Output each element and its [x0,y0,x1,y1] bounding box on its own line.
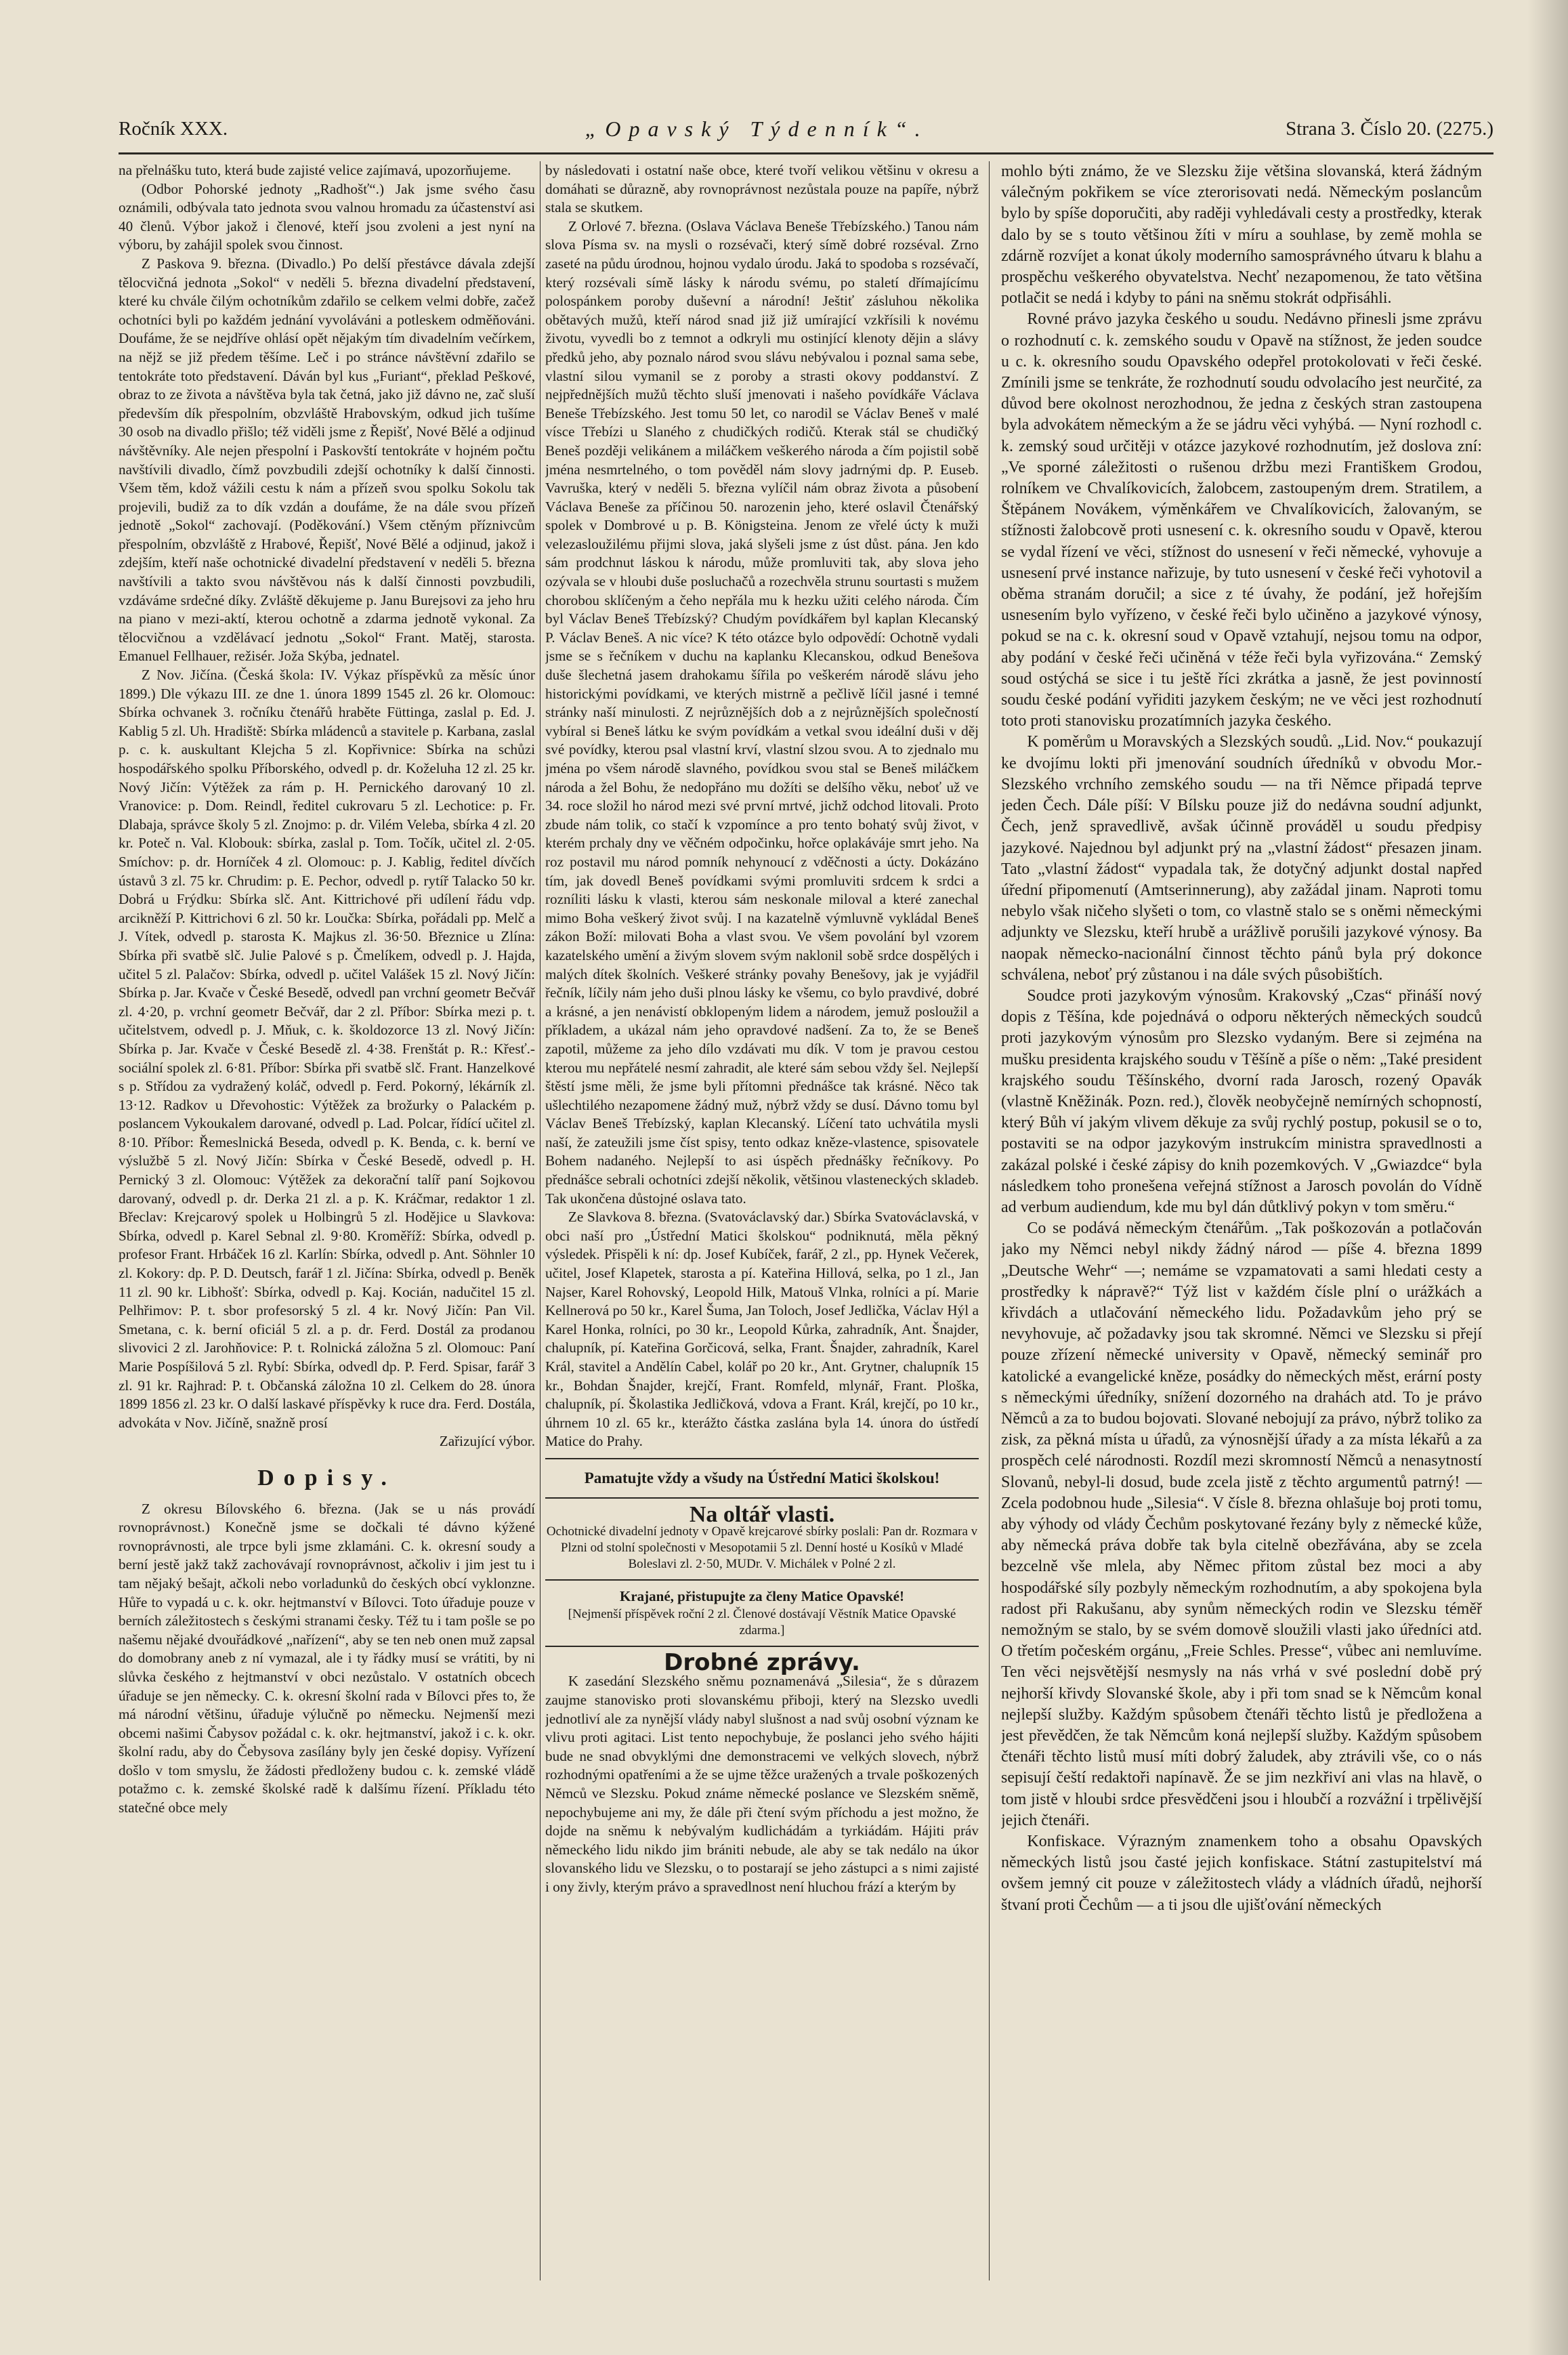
rule [545,1458,979,1459]
paragraph: Rovné právo jazyka českého u soudu. Nedávno přinesli jsme zprávu o rozhodnutí c. k. zemského soudu v Opavě na stížnost, že jeden soudce u c. k. okresního soudu Opavského odepřel protokolovati v řeči české. Zmínili jsme se tenkráte, že rozhodnutí soudu odvolacího jest neurčité, za důvod bere okolnost nerozhodnou, že jedna z českých stran zastoupena byla advokátem německým a že se jádru věci vyhýbá. — Nyní rozhodl c. k. zemský soud určitěji v otázce jazykové rozhodnutím, jež doslova zní: „Ve sporné záležitosti o rušenou držbu mezi Františkem Grodou, rolníkem ve Chvalíkovicích, žalobcem, zastoupeným drem. Stratilem, a Štěpánem Novákem, výměnkářem ve Chvalíkovicích, žalovaným, se stížnosti žalobcově proti usnesení c. k. okresního soudu v Opavě, kterou se vydal řízení ve věci, stížnost do usnesení v řeči německé, vyhovuje a usnesení prvé instance nařizuje, by tuto usnesení v české řeči vyhotovil a oběma stranám doručil; a sice z té úvahy, že podání, jež hořejším usnesením bylo vyřízeno, v české řeči bylo učiněno a jazykové výnosy, pokud se na c. k. okresní soud v Opavě vztahují, nejsou tomu na odpor, aby podání v české řeči učiněná v téže řeči byla vyřizována.“ Zemský soud ostýchá se sice i tu ještě říci zkrátka a jasně, že jest povinností soudu české podání vyřiditi jazykem českým; ne ve věci jest rozhodnutí toto proti stanovisku prozatímních jazyka českého. [1001,310,1482,730]
paragraph: K poměrům u Moravských a Slezských soudů. „Lid. Nov.“ poukazují ke dvojímu lokti při jmenování soudních úředníků v obvodu Mor.-Slezského vrchního zemského soudu — na tři Němce připadá teprve jeden Čech. Dále píší: V Bílsku pouze již do nedávna soudní adjunkt, Čech, jenž spravedlivě, avšak účinně prováděl u soudu předpisy jazykové. Najednou byl adjunkt prý na „vlastní žádost“ přesazen jinam. Tato „vlastní žádost“ vypadala tak, že dotyčný adjunkt dostal napřed úřední připomenutí (Amtserinnerung), aby zažádal jinam. Naproti tomu nebylo však ničeho slyšeti o tom, co vlastně stalo se s oněmi německými adjunkty ve Slezsku, kteří hrubě a urážlivě porušili jazykové výnosy. Ba naopak německo-nacionální činnost těchto pánů byla prý dokonce schválena, neboť prý zůstanou i na dále svých působištích. [1001,733,1482,984]
rule [545,1579,979,1581]
rule [545,1497,979,1499]
na-oltar-vlasti-heading: Na oltář vlasti. [689,1501,835,1527]
paragraph: (Odbor Pohorské jednoty „Radhošť“.) Jak jsme svého času oznámili, odbývala tato jednota svou valnou hromadu za účastenství asi 40 členů. Výbor jakož i členové, kteří jsou zvoleni a jest nyní na výboru, by zahájil spolek svou činnost. [119,180,535,253]
paragraph: Konfiskace. Výrazným znamenkem toho a obsahu Opavských německých listů jsou časté jejich konfiskace. Státní zastupitelství má ovšem jemný cit pouze v záležitostech vlády a vládních úřadů, nejhorší štvaní proti Čechům — a ti jsou dle ujišťování německých [1001,1833,1482,1914]
column-3 [1001,161,1482,2280]
paragraph: mohlo býti známo, že ve Slezsku žije většina slovanská, která žádným válečným pokřikem se více zterorisovati nedá. Německým poslancům bylo by spíše doporučiti, aby raději vyhledávali cesty a prostředky, kterak dalo by se s touto většinou žíti v míru a souhlase, by země mohla se zdárně rozvíjet a konat úkoly moderního samosprávného útvaru k blahu a prospěchu veškerého obyvatelstva. Nechť nezapomenou, že tato většina potlačit se nedá i kdyby to páni na sněmu stokrát odpřisáhli. [1001,163,1482,308]
paragraph: by následovati i ostatní naše obce, které tvoří velikou většinu v okresu a domáhati se důrazně, aby rovnoprávnost nezůstala pouze na papíře, nýbrž stala se skutkem. [545,162,979,216]
column-divider-2 [989,161,990,2280]
newspaper-title: „Opavský Týdenník“. [585,116,929,141]
paragraph: na přelnášku tuto, která bude zajisté velice zajímavá, upozorňujeme. [119,162,511,178]
column-divider-1 [540,161,541,2280]
rule [545,1646,979,1647]
page-edge-shadow [1527,0,1568,2355]
matice-opavska-note: [Nejmenší příspěvek roční 2 zl. Členové dostávají Věstník Matice Opavské zdarma.] [568,1606,956,1638]
page-header [119,108,1493,149]
column-1 [119,161,535,2280]
paragraph: Z Paskova 9. března. (Divadlo.) Po delší přestávce dávala zdejší tělocvičná jednota „Sokol“ v neděli 5. března divadelní představení, které ku chvále čilým ochotníkům zdařilo se celkem velmi dobře, začež ochotníci byli po každém jednání vyvoláváni a potleskem odměňováni. Doufáme, že se nejdříve ohlásí opět nějakým tím divadelním večírkem, na nějž se již předem těšíme. Leč i po stránce návštěvní zdařilo se tentokráte toto představení. Dáván byl kus „Furiant“, překlad Peškové, obraz to ze života a návštěva byla tak četná, jako již dávno ne, zač sluší především dík přespolním, obzvláště Hrabovským, odkud jich tušíme 30 osob na divadlo přišlo; též viděli jsme z Řepišť, Nové Bělé a odjinud návštěvníky. Ale nejen přespolní i Paskovští tentokráte v hojném počtu navštívili divadlo, čímž povzbudili zdejší ochotníky k další činnosti. Všem těm, kdož vážili cestu k nám a přízeň svou spolku Sokolu tak projevili, budiž za to dík vzdán a doufáme, že na dále svou přízeň jednotě „Sokol“ zachovají. (Poděkování.) Všem ctěným příznivcům přespolním, obzvláště z Hrabové, Řepišť, Nové Bělé a odjinud, jakož i zdejším, kteří naše ochotnické divadelní představení v neděli 5. března navštívili a takto svou návštěvou nás k další činnosti povzbudili, vzdáváme srdečné díky. Zvláště děkujeme p. Janu Burejsovi za jeho hru na piano v mezi-aktí, kterou ochotně a zdarma jednotě vykonal. Za tělocvičnou a vzdělávací jednotu „Sokol“ Frant. Matěj, starosta. Emanuel Fellhauer, režisér. Joža Skýba, jednatel. [119,255,535,665]
section-title-dopisy: Dopisy. [257,1465,396,1491]
header-rule [119,152,1493,154]
matice-opavska-banner: Krajané, přistupujte za členy Matice Opavské! [620,1588,904,1605]
signature: Zařizující výbor. [439,1433,535,1450]
paragraph: Z Orlové 7. března. (Oslava Václava Beneše Třebízského.) Tanou nám slova Písma sv. na mysli o rozsévači, který símě dobré rozséval. Zrno zaseté na půdu úrodnou, hojnou vydalo úrodu. Jaká to spodoba s rozsévačí, který rozsévali símě lásky k národu svému, po staletí dřímajícímu polospánkem poroby duševní a národní! Ještiť zásluhou několika obětavých mužů, kteří národ snad již již umírající vzkřísili k novému životu, vyvedli bo z temnot a odkryli mu ostinjící klenoty dějin a slávy předků jeho, aby poznalo národ svou slávu nebývalou i poznal sama sebe, vlastní silou vymanil se z poroby a strasti okovy poddanství. Z nejpřednějších mužů těchto sluší jmenovati i našeho povídkáře Václava Beneše Třebízského. Jest tomu 50 let, co narodil se Václav Beneš v malé vísce Třebízi u Slaného z chudičkých rodičů. Kterak stál se chudičký Beneš později velikánem a miláčkem veškerého národa a čím pojistil sobě jména nesmrtelného, o tom pověděl nám slovy jadrnými dp. P. Euseb. Vavruška, který v neděli 5. března vylíčil nám obraz života a působení Václava Beneše za příčinou 50. narozenin jeho, které oslavil Čtenářský spolek v Dombrové u p. B. Königsteina. Jenom ze vřelé úcty k muži velezasloužilému přijmi slova, jaká slyšeli jsme z úst důst. pána. Jen kdo sám prodchnut láskou k národu, může promluviti tak, aby slova jeho ozývala se v hloubi duše posluchačů a rozechvěla strunu sourtasti s mužem chorobou sklíčeným a čeho nepřála mu k hezku užiti celého národa. Čím byl Václav Beneš Třebízský? Chudým povídkářem byl kaplan Klecanský P. Václav Beneš. A nic více? K této otázce bylo odpovědí: Ochotně vydali jsme se s řečníkem v duchu na kaplanku Klecanskou, odkud Benešova duše šlechetná jasem drahokamu šířila po veškerém národě slávu jeho historickými povídkami, ve kterých mistrně a pečlivě líčil jasné i temné stránky naší minulosti. Z nejrůznějších dob a z nejrůznějších společností vybíral si Beneš látku ke svým povídkám a vetkal svou ideální duši v děj své povídky, kterou psal vlastní krví, vlastní slzou svou. A to zjednalo mu jména po všem národě slavného, povídkou svou stal se Beneš miláčkem národa a žel Bohu, že nedopřáno mu dožíti se delšího věku, neboť už ve 34. roce složil ho národ mezi své první mrtvé, jichž odchod litovali. Proto zbude nám tolik, co stačí k vzpomínce a pro tento bohatý svůj život, v kterém prchaly dny ve věčném odpočinku, hořce oplakáváje smrt jeho. Na roz postavil mu národ pomník nehynoucí z vděčnosti a úcty. Dokázáno tím, jak dovedl Beneš povídkami svými promluviti srdcem k srdci a rozníliti lásku k vlasti, kterou sám neskonale miloval a které zanechal mimo Boha veškerý život svůj. I na kazatelně výmluvně vykládal Beneš zákon Boží: milovati Boha a vlast svou. Ve všem povolání byl vzorem kazatelského umění a živým slovem svým naklonil sobě srdce dospělých i malých dítek školních. Veškeré stránky povahy Benešovy, jak je vyjádřil řečník, líčily nám jeho duši plnou lásky ke všemu, co bylo pravdivé, dobré a krásné, a jen nenávistí obklopeným lidem a národem, jemuž posloužil a příkladem, a ukázal nám jeho opravdové nadšení. Za to, že se Beneš zapotil, můžeme za jeho dílo vzdávati mu dík. V tom je pravou cestou kterou mu nepřátelé nesmí zahradit, ale které sám sebou vždy šel. Nejlepší štěstí jsme měli, že jsme byli přítomni přednášce tak krásné. Něco tak ušlechtilého nezapomene žádný muž, nýbrž vždy se dusí. Dávno tomu byl Václav Beneš Třebízský, kaplan Klecanský. Líčení tato uchvátila mysli naší, že zateužili jsme číst spisy, tento odkaz kněze-vlastence, spisovatele Bohem nadaného. Nejlepší to asi úspěch přednášky řečníkovy. Po přednášce sebrali ochotníci zdejší několik, většinou vlasteneckých skladeb. Tak ukončena důstojné oslava tato. [545,217,979,1207]
volume-label: Ročník XXX. [119,117,228,140]
paragraph: Soudce proti jazykovým výnosům. Krakovský „Czas“ přináší nový dopis z Těšína, kde pojednává o odporu některých německých soudců proti jazykovým výnosům pro Slezsko vydaným. Bere si zejména na mušku presidenta krajského soudu v Těšíně a píše o něm: „Také president krajského soudu Těšínského, dvorní rada Jarosch, rozený Opavák (vlastně Kněžinák. Pozn. red.), člověk neobyčejně nemírných schopností, který Bůh ví jakým vlivem děkuje za svůj rychlý postup, pokusil se o to, postaviti se na odpor jazykovým instrukcím ministra spravedlnosti a zakázal polské i české zápisy do knih pozemkových. V „Gwiazdce“ byla následkem toho pronešena veřejná stížnost a Jarosch povolán do Vídně ad verbum audiendum, kde mu byl dán důtklivý pokyn v tom směru.“ [1001,986,1482,1216]
drobne-zpravy-heading: Drobné zprávy. [664,1648,860,1676]
paragraph: K zasedání Slezského sněmu poznamenává „Silesia“, že s důrazem zaujme stanovisko proti slovanskému přiboji, který na Slezsko uvedli jednotliví ale za nynější vlády nabyl slušnost a nad svůj osobní význam ke vlivu proti agitaci. List tento nepochybuje, že poslanci jeho svého hájiti bude ne snad obvyklými dne demonstracemi ve velkých slovech, nýbrž rozhodnými opatřeními a že se ujme těžce uražených a trvale poškozených Němců ve Slezsku. Pokud známe německé poslance ve Slezském sněmě, nepochybujeme ani my, že dále při čtení svým příchodu a jest možno, že dojde na sněmu k nebývalým kudlichádám a tyrkiádám. Hájiti práv německého lidu nikdo jim brániti nebude, ale aby se tak nedálo na úkor slovanského lidu ve Slezsku, o to postarají se jeho zástupci a s nimi zajisté i ony živly, kterým právo a spravedlnost není hluchou frází a kterým by [545,1673,979,1895]
matice-banner: Pamatujte vždy a všudy na Ústřední Matici školskou! [584,1469,940,1486]
paragraph: Ze Slavkova 8. března. (Svatováclavský dar.) Sbírka Svatováclavská, v obci naší pro „Ústřední Matici školskou“ podniknutá, měla pěkný výsledek. Přispěli k ní: dp. Josef Kubíček, farář, 2 zl., pp. Hynek Večerek, učitel, Josef Klapetek, starosta a pí. Kateřina Hillová, selka, po 1 zl., Jan Najser, Karel Rohovský, Leopold Hilk, Matouš Vlnka, rolníci a pí. Marie Kellnerová po 50 kr., Karel Šuma, Jan Toloch, Josef Jedlička, Václav Hýl a Karel Honka, rolníci, po 30 kr., Leopold Kůrka, zahradník, Ant. Šnajder, chalupník, pí. Kateřina Gorčicová, selka, Frant. Šnajder, zahradník, Karel Král, stavitel a Andělín Cabel, kolář po 20 kr., Ant. Grytner, chalupník 15 kr., Bohdan Šnajder, krejčí, Frant. Romfeld, mlynář, Frant. Ploška, chalupník, pí. Školastika Jedličková, vdova a Frant. Král, krejčí, po 10 kr., úhrnem 10 zl. 65 kr., kterážto částka zaslána byla 14. února do ústředí Matice do Prahy. [545,1209,979,1450]
paragraph: Z Nov. Jičína. (Česká škola: IV. Výkaz příspěvků za měsíc únor 1899.) Dle výkazu III. ze dne 1. února 1899 1545 zl. 26 kr. Olomouc: Sbírka ochvanek 3. ročníku čtenářů hraběte Füttinga, zaslal p. Ed. J. Kablig 5 zl. Uh. Hradiště: Sbírka mládenců a stavitele p. Karbana, zaslal p. c. k. auskultant Klejcha 5 zl. Kopřivnice: Sbírka na schůzi hospodářského spolku Příborského, odvedl p. dr. Koželuha 12 zl. 25 kr. Nový Jičín: Výtěžek za rám p. H. Pernického darovaný 10 zl. Vranovice: p. Dom. Reindl, ředitel cukrovaru 5 zl. Lechotice: p. Fr. Dlabaja, správce školy 5 zl. Znojmo: p. dr. Vilém Veleba, sbírka 4 zl. 20 kr. Poteč n. Val. Klobouk: sbírka, zaslal p. Tom. Točík, učitel zl. 2·05. Smíchov: p. dr. Horníček 4 zl. Olomouc: p. J. Kablig, ředitel dívčích ústavů 3 zl. 75 kr. Chrudim: p. E. Pechor, odvedl p. rytíř Talacko 50 kr. Dobrá u Frýdku: Sbírka slč. Ant. Kittrichové při udílení řádu vdp. arcikněží P. Kittrichovi 6 zl. 50 kr. Loučka: Sbírka, pořádali pp. Melč a J. Vítek, odvedl p. starosta K. Majkus zl. 36·50. Březnice u Zlína: Sbírka při svatbě slč. Julie Palové s p. Čmelíkem, odvedl p. J. Hajda, učitel 5 zl. Palačov: Sbírka, odvedl p. učitel Valášek 15 zl. Nový Jičín: Sbírka p. Jar. Kvače v České Besedě, odvedl pan vrchní geometr Bečvář zl. 4·20, p. vrchní geometr Bečvář, dar 2 zl. Příbor: Sbírka mezi p. t. učitelstvem, odvedl p. J. Mňuk, c. k. školdozorce 13 zl. Nový Jičín: Sbírka p. Jar. Kvače v České Besedě zl. 4·38. Frenštát p. R.: Křesť.-sociální spolek zl. 6·81. Příbor: Sbírka při svatbě slč. Frant. Hanzelkové s p. Střídou za vydražený koláč, odvedl p. Ferd. Pokorný, lékárník zl. 13·12. Radkov u Dřevohostic: Výtěžek za brožurky o Palackém p. poslancem Vykoukalem darované, odvedl p. Lad. Polcar, řídící učitel zl. 8·10. Příbor: Řemeslnická Beseda, odvedl p. K. Benda, c. k. berní ve výslužbě 5 zl. Nový Jičín: Sbírka v České Besedě, odvedl p. H. Pernický 3 zl. Olomouc: Výtěžek za dekorační talíř paní Sojkovou darovaný, odvedl p. dr. Derka 21 zl. a p. K. Kráčmar, redaktor 1 zl. Břeclav: Krejcarový spolek u Holbingrů 5 zl. Hodějice u Slavkova: Sbírka, odvedl p. Karel Sebnal zl. 9·80. Kroměříž: Sbírka, odvedl p. profesor Frant. Hrbáček 16 zl. Karlín: Sbírka, odvedl p. Ant. Söhnler 10 zl. Kokory: dp. P. D. Deutsch, farář 1 zl. Jičína: Sbírka, odvedl p. Beněk 11 zl. 90 kr. Libhošť: Sbírka, odvedl p. Kaj. Kocián, nadučitel 15 zl. Pelhřimov: P. t. sbor profesorský 5 zl. 4 kr. Nový Jičín: Pan Vil. Smetana, c. k. berní oficiál 5 zl. a p. dr. Ferd. Dostál za prodanou slivovici 2 zl. Jarohňovice: P. t. Rolnická záložna 5 zl. Olomouc: Paní Marie Pospíšilová 5 zl. Rybí: Sbírka, odvedl dp. P. Ferd. Spisar, farář 3 zl. 91 kr. Rajhrad: P. t. Občanská záložna 10 zl. Celkem do 28. února 1899 1856 zl. 23 kr. O další laskavé příspěvky k ruce dra. Ferd. Dostála, advokáta v Nov. Jičíně, snažně prosí [119,667,535,1431]
paragraph: Co se podává německým čtenářům. „Tak poškozován a potlačován jako my Němci nebyl nikdy žádný národ — píše 4. března 1899 „Deutsche Wehr“ —; nemáme se vzpamatovati a sami hledati cesty a prostředky k nápravě?“ Týž list v každém čísle plní o urážkách a křivdách a utlačování německého lidu. Požadavkům jeho prý se nevyhovuje, ač požadavky jsou tak skromné. Němci ve Slezsku si přejí pouze zřízení německé university v Opavě, německý seminář pro katolické a evangelické kněze, posádky do německých měst, erární posty s německými úředníky, snížení dozorného na drahách atd. To je právo Němců a za to budou bojovati. Slované nebojují za právo, nýbrž toliko za zisk, za pěkná místa u úřadů, za výnosnější úřady a za místa lékařů a za prospěch celé národnosti. Rozdíl mezi skromností Němců a nenasytností Slovanů, nebyl-li dosud, bude zcela jistě z těchto argumentů patrný! — Zcela podobnou hude „Silesia“. V čísle 8. března ohlašuje boj proti tomu, aby výhody od vlády Čechům poskytované řezány byly z německé kůže, aby německá práva dobře tak byla citelně obezřávána, aby se zcela bezcelně vše mlela, aby Němec přitom zůstal bez moci a aby hospodářské síly pozbyly německým rozhodnutím, a aby spokojena byla radost při Rakušanu, aby synům německých rodin ve Slezsku téměř nemožným se stalo, by se svém domově sloužili vlasti jako úředníci atd. O třetím počeském orgánu, „Freie Schles. Presse“, vůbec ani nemluvíme. Ten věci nejsvětější nesmysly na nás vrhá v své poslední době prý nejhorší křivdy Slovanské škole, aby i při tom snad se k Němcům konal nejlepší služby. Každým spůsobem čtenáři těchto listů je předložena a jest převědčen, že tak Němcům koná nejlepší služby. Každým spůsobem čtenáři těchto listů musí míti dobrý žaludek, aby ztrávili vše, co o nás sepisují čeští redaktoři napínavě. Že se jim nezkřiví ani vlas na hlavě, o tom jistě v hloubi srdce přesvědčeni jsou i hloubčí a rozvážní i trpělivější jejich čtenáři. [1001,1220,1482,1829]
page-and-issue: Strana 3. Číslo 20. (2275.) [1286,117,1493,140]
na-oltar-vlasti-text: Ochotnické divadelní jednoty v Opavě krejcarové sbírky poslali: Pan dr. Rozmara v Plzni od stolní společnosti v Mesopotamii 5 zl. Denní hosté u Kosíků v Mladé Boleslavi zl. 2·50, MUDr. V. Michálek v Polné 2 zl. [546,1524,978,1572]
paragraph: Z okresu Bílovského 6. března. (Jak se u nás provádí rovnoprávnost.) Konečně jsme se dočkali té dávno kýžené rovnoprávnosti, ale trpce byli jsme zklamáni. C. k. okresní soudy a berní jestě jakž takž zachovávají rovnoprávnost, ačkoliv i jim jest tu i tam nějaký bešajt, ačkoli nebo vorladunků do českých obcí vyklonzne. Hůře to vypadá u c. k. okr. hejtmanství v Bílovci. Toto úřaduje pouze v berních záležitostech s českými stranami česky. Též tu i tam pošle se po našemu nějaké dvouřádkové „nařízení“, aby se ten neb onen muž zapsal do domobrany aneb z ní vymazal, ale i ty řádky musí se vrátiti, by ni slůvka českého z hejtmanství v obci nezůstalo. V ostatních obcech úřaduje se jen německy. C. k. okresní školní rada v Bílovci přes to, že má národní většinu, úřaduje výlučně po německu. Nejmenší mezi obcemi našimi Čabysov požádal c. k. okr. hejtmanství, jakož i c. k. okr. školní radu, aby do Čebysova zasílány byly jen české dopisy. Vyřízení došlo v tom smyslu, že žádosti předloženy budou c. k. zemské vládě potažmo c. k. zemské školské radě k dalšímu řízení. Příkladu této statečné obce mely [119,1500,535,1816]
column-2 [545,161,979,2280]
